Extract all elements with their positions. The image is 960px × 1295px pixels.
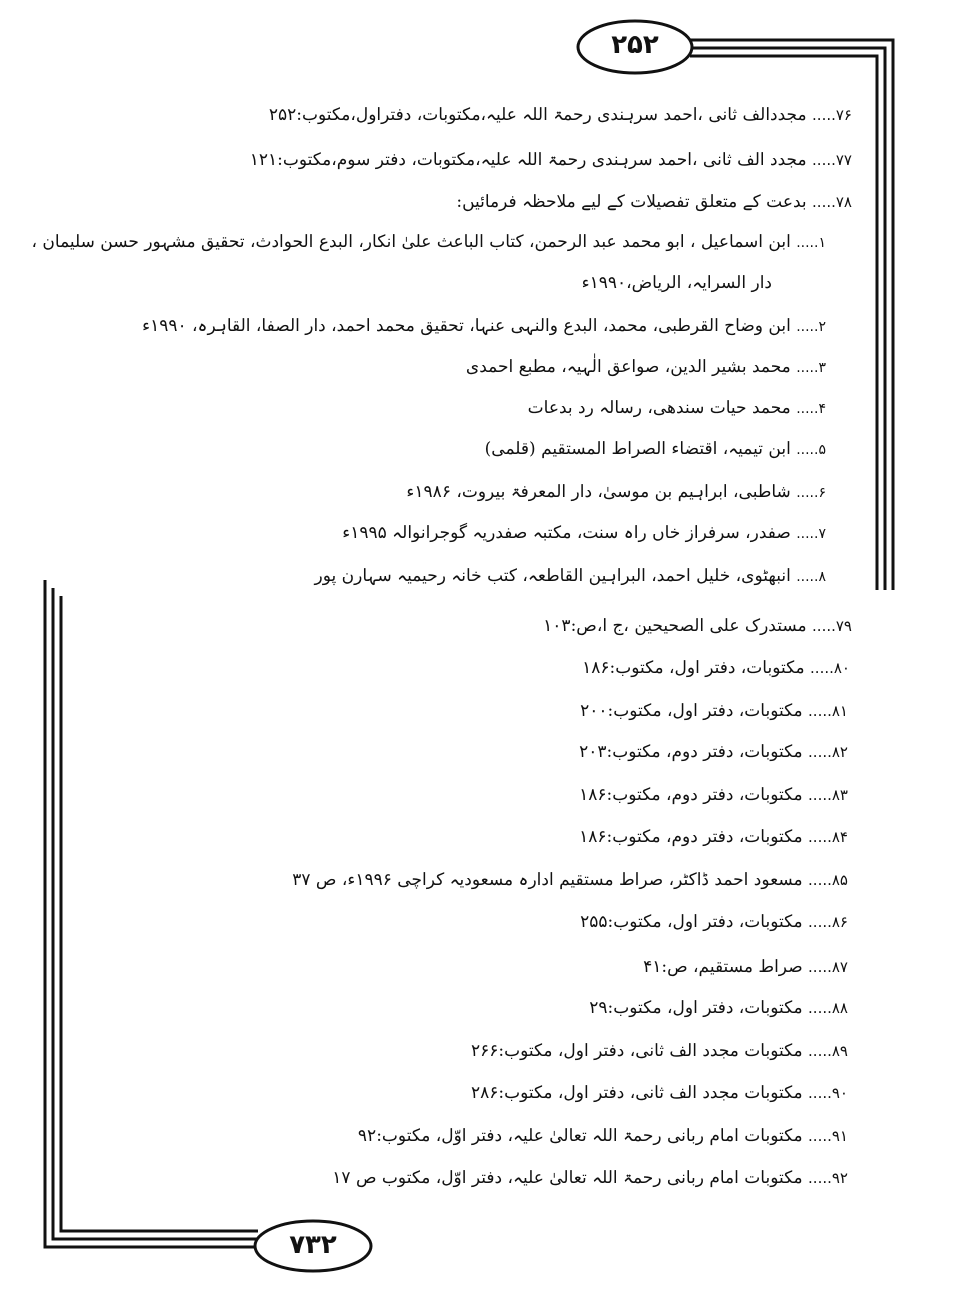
footnote-text: مکتوبات امام ربانی رحمۃ اللہ تعالیٰ علیہ، دفتر اوّل، مکتوب:۹۲ <box>357 1126 803 1146</box>
footnote-text: مکتوبات، دفتر دوم، مکتوب:۱۸۶ <box>579 785 803 805</box>
footnote-number: ۷۹..... <box>812 617 852 635</box>
footnote-86 <box>580 910 848 934</box>
footnote-87 <box>643 955 848 979</box>
footnote-text: مکتوبات مجدد الف ثانی، دفتر اول، مکتوب:۲۸۶ <box>470 1083 803 1103</box>
footnote-number: ۸۸..... <box>808 999 848 1017</box>
footnote-91 <box>358 1124 848 1148</box>
reference-item-1-cont <box>582 271 772 295</box>
reference-text: دار السرایہ، الریاض،۱۹۹۰ء <box>581 273 772 293</box>
footnote-text: مکتوبات، دفتر دوم، مکتوب:۱۸۶ <box>579 827 803 847</box>
footnote-text: مجدد الف ثانی ،احمد سرہندی رحمۃ اللہ علیہ،مکتوبات، دفتر سوم،مکتوب:۱۲۱ <box>249 150 807 170</box>
reference-item-8 <box>315 564 826 589</box>
footnote-text: مکتوبات، دفتر اول، مکتوب:۲۰۰ <box>580 701 803 721</box>
footnote-92 <box>332 1166 848 1190</box>
footnote-83 <box>579 783 848 807</box>
footnote-82 <box>579 740 848 764</box>
reference-number: ۶..... <box>796 485 826 501</box>
footnote-77 <box>250 148 852 172</box>
reference-text: محمد بشیر الدین، صواعق الٰہیہ، مطبع احمدی <box>465 357 791 377</box>
footnote-number: ۸۲..... <box>808 743 848 761</box>
footnote-76 <box>269 103 852 127</box>
footnote-text: بدعت کے متعلق تفصیلات کے لیے ملاحظہ فرمائیں: <box>456 192 807 212</box>
reference-item-6 <box>406 480 826 505</box>
footnote-number: ۸۹..... <box>808 1042 848 1060</box>
footnote-88 <box>589 996 848 1020</box>
reference-text: انبھٹوی، خلیل احمد، البراہین القاطعہ، کتب خانہ رحیمیہ سہارن پور <box>314 566 791 586</box>
footnote-number: ۸۳..... <box>808 786 848 804</box>
footnote-number: ۸۷..... <box>808 958 848 976</box>
reference-number: ۸..... <box>796 569 826 585</box>
footnote-number: ۸۴..... <box>808 828 848 846</box>
footnote-number: ۷۷..... <box>812 151 852 169</box>
reference-number: ۷..... <box>796 526 826 542</box>
footnote-number: ۸۰..... <box>810 659 850 677</box>
footnote-85 <box>292 868 848 892</box>
reference-item-7 <box>342 521 826 546</box>
reference-text: ابن وضاح القرطبی، محمد، البدع والنہی عنہا، تحقیق محمد احمد، دار الصفا، القاہرہ، ۱۹۹۰ء <box>142 316 791 336</box>
reference-text: صفدر، سرفراز خاں راہ سنت، مکتبہ صفدریہ گوجرانوالہ ۱۹۹۵ء <box>342 523 791 543</box>
footnote-text: صراط مستقیم، ص:۴۱ <box>643 957 803 977</box>
footnote-number: ۷۶..... <box>812 106 852 124</box>
reference-item-5 <box>485 437 826 462</box>
page-number-bottom: ۷۳۲ <box>289 1230 337 1260</box>
reference-text: محمد حیات سندھی، رسالہ رد بدعات <box>527 398 791 418</box>
footnote-number: ۹۰..... <box>808 1084 848 1102</box>
footnote-text: مکتوبات، دفتر دوم، مکتوب:۲۰۳ <box>579 742 803 762</box>
reference-item-4 <box>528 396 826 421</box>
footnote-text: مکتوبات، دفتر اول، مکتوب:۲۵۵ <box>580 912 803 932</box>
footnote-81 <box>580 699 848 723</box>
footnote-number: ۸۶..... <box>808 913 848 931</box>
reference-item-2 <box>142 314 826 339</box>
footnote-number: ۹۱..... <box>808 1127 848 1145</box>
reference-text: شاطبی، ابراہیم بن موسیٰ، دار المعرفۃ بیروت، ۱۹۸۶ء <box>406 482 791 502</box>
footnote-text: مکتوبات امام ربانی رحمۃ اللہ تعالیٰ علیہ، دفتر اوّل، مکتوب ص ۱۷ <box>332 1168 803 1188</box>
reference-text: ابن تیمیہ، اقتضاء الصراط المستقیم (قلمی) <box>484 439 791 459</box>
reference-item-3 <box>466 355 826 380</box>
footnote-79 <box>543 614 852 638</box>
footnote-text: مکتوبات، دفتر اول، مکتوب:۱۸۶ <box>582 658 805 678</box>
reference-item-1 <box>32 230 826 255</box>
reference-number: ۲..... <box>796 319 826 335</box>
footnote-number: ۹۲..... <box>808 1169 848 1187</box>
reference-text: ابن اسماعیل ، ابو محمد عبد الرحمن، کتاب الباعث علیٰ انکار، البدع الحوادث، تحقیق مشہور حسن سلیمان ، <box>31 232 791 252</box>
footnote-text: مجددالف ثانی ،احمد سرہندی رحمۃ اللہ علیہ،مکتوبات، دفتراول،مکتوب:۲۵۲ <box>268 105 807 125</box>
footnote-number: ۸۱..... <box>808 702 848 720</box>
page-number-top: ۲۵۲ <box>611 30 659 60</box>
reference-number: ۳..... <box>796 360 826 376</box>
footnote-text: مستدرک علی الصحیحین ،ج ا،ص:۱۰۳ <box>543 616 807 636</box>
footnote-89 <box>471 1039 848 1063</box>
footnote-number: ۸۵..... <box>808 871 848 889</box>
footnote-84 <box>579 825 848 849</box>
footnote-78 <box>456 190 852 214</box>
footnote-80 <box>582 656 850 680</box>
footnote-90 <box>471 1081 848 1105</box>
footnote-text: مکتوبات، دفتر اول، مکتوب:۲۹ <box>589 998 803 1018</box>
reference-number: ۱..... <box>796 235 826 251</box>
reference-number: ۵..... <box>796 442 826 458</box>
reference-number: ۴..... <box>796 401 826 417</box>
footnote-text: مکتوبات مجدد الف ثانی، دفتر اول، مکتوب:۲۶۶ <box>470 1041 803 1061</box>
footnote-number: ۷۸..... <box>812 193 852 211</box>
footnote-text: مسعود احمد ڈاکٹر، صراط مستقیم ادارہ مسعودیہ کراچی ۱۹۹۶ء، ص ۳۷ <box>292 870 803 890</box>
